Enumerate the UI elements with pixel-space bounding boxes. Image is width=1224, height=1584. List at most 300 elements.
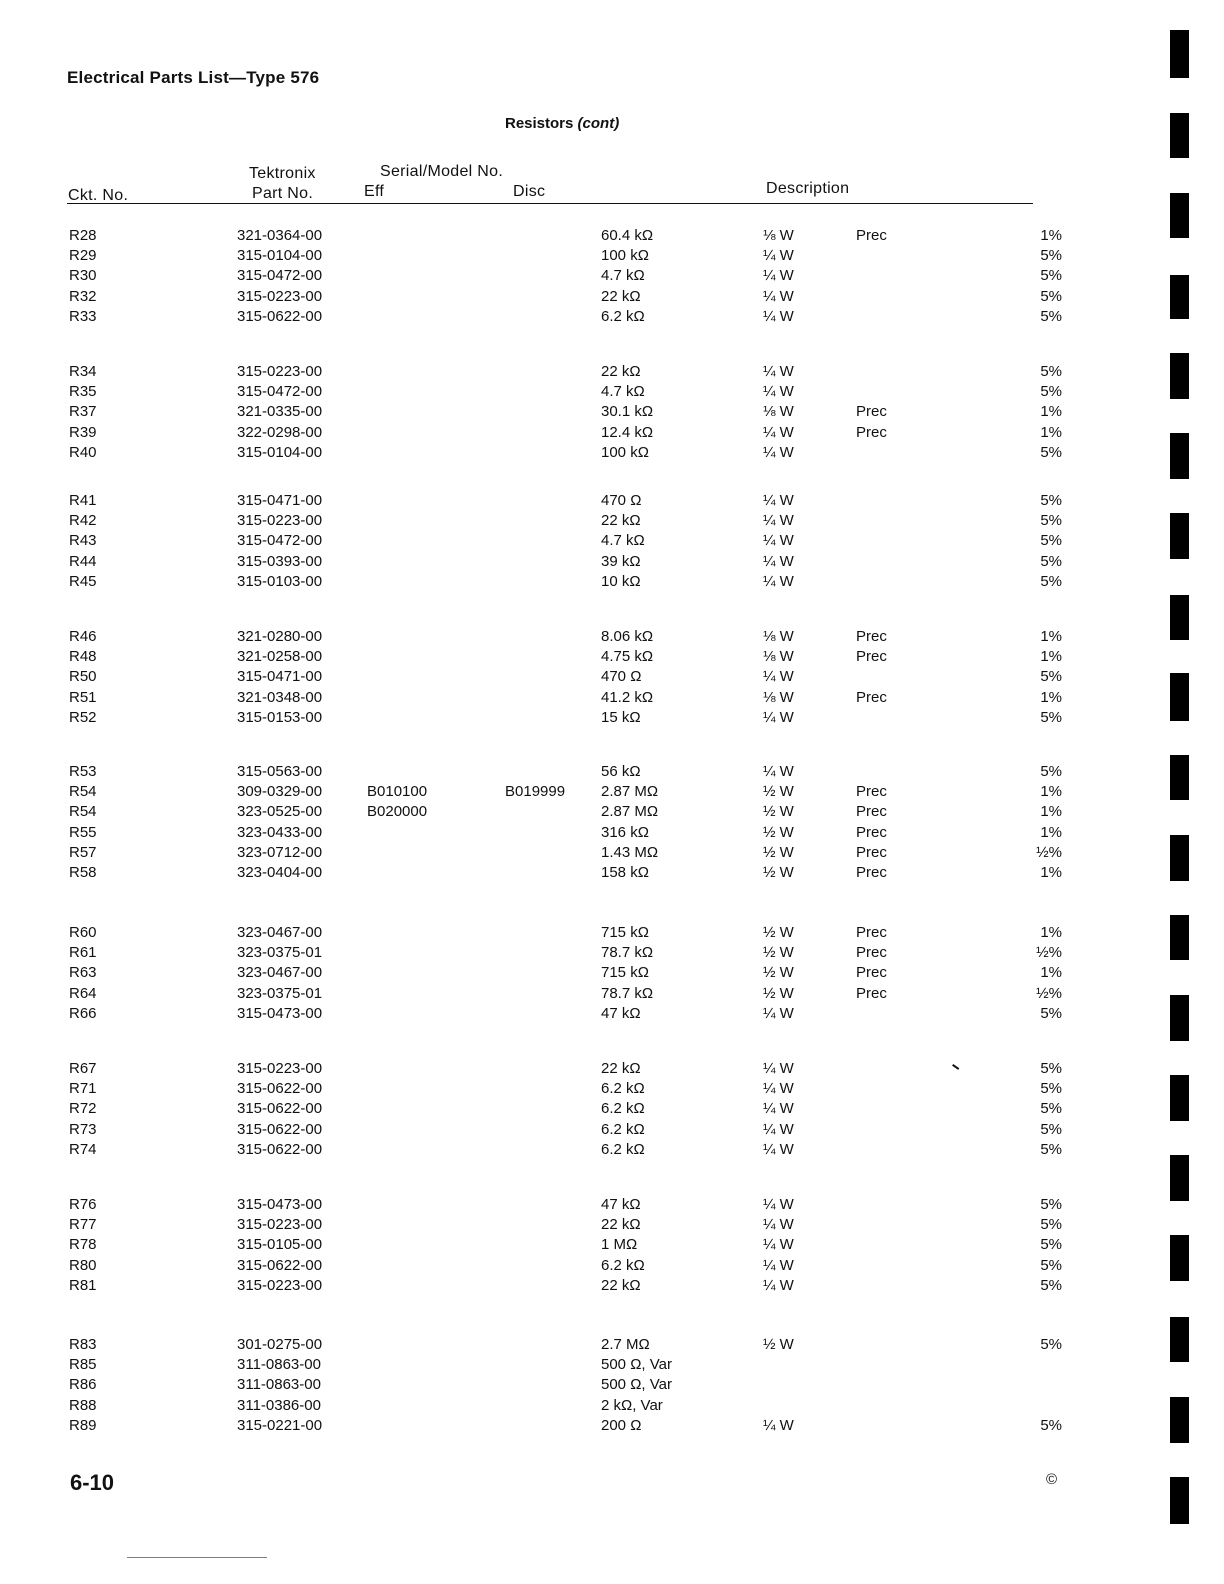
wattage: ½ W — [763, 864, 794, 881]
tolerance: 5% — [1040, 1100, 1062, 1118]
wattage: ¼ W — [763, 1080, 794, 1098]
tolerance: 1% — [1040, 864, 1062, 881]
resistor-type: Prec — [856, 227, 887, 244]
tek-part-number: 315-0223-00 — [237, 512, 323, 530]
tek-part-number: 315-0622-00 — [237, 1080, 323, 1098]
part-row — [0, 1005, 1224, 1025]
resistance-value: 78.7 kΩ — [601, 984, 654, 1002]
resistance-value: 2 kΩ, Var — [601, 1396, 663, 1414]
page-number: 6-10 — [70, 1470, 115, 1495]
part-row — [0, 648, 1224, 668]
part-row — [0, 1417, 1224, 1437]
margin-bar — [1170, 995, 1189, 1041]
ckt-number: R71 — [69, 1080, 97, 1098]
resistance-value: 22 kΩ — [601, 1216, 641, 1234]
wattage: ¼ W — [763, 443, 794, 461]
tolerance: 5% — [1040, 1336, 1062, 1353]
ckt-number: R54 — [69, 783, 97, 801]
tolerance: 1% — [1040, 403, 1062, 421]
ckt-number: R51 — [69, 688, 97, 706]
ckt-number: R30 — [69, 267, 97, 285]
resistance-value: 22 kΩ — [601, 363, 641, 380]
col-header-tek-line2: Part No. — [252, 185, 314, 202]
resistance-value: 4.7 kΩ — [601, 267, 645, 285]
tolerance: 5% — [1040, 708, 1062, 726]
margin-bar — [1170, 433, 1189, 479]
col-header-tek-line1: Tektronix — [249, 165, 316, 182]
stray-mark: ━ — [948, 1059, 963, 1075]
tek-part-number: 311-0863-00 — [237, 1376, 321, 1394]
ckt-number: R77 — [69, 1216, 97, 1234]
resistance-value: 500 Ω, Var — [601, 1356, 672, 1374]
resistance-value: 6.2 kΩ — [601, 1256, 645, 1274]
tek-part-number: 315-0153-00 — [237, 708, 323, 726]
wattage: ¼ W — [763, 363, 794, 380]
col-header-serial: Serial/Model No. — [380, 163, 504, 180]
wattage: ¼ W — [763, 1196, 794, 1213]
wattage: ¼ W — [763, 307, 794, 325]
resistance-value: 2.87 MΩ — [601, 803, 659, 821]
ckt-number: R28 — [69, 227, 97, 244]
resistor-type: Prec — [856, 864, 887, 881]
tolerance: ½% — [1036, 843, 1062, 861]
part-row — [0, 964, 1224, 984]
tek-part-number: 301-0275-00 — [237, 1336, 323, 1353]
tek-part-number: 315-0223-00 — [237, 287, 323, 305]
ckt-number: R53 — [69, 763, 97, 780]
ckt-number: R37 — [69, 403, 97, 421]
ckt-number: R44 — [69, 552, 97, 570]
margin-bar — [1170, 1155, 1189, 1201]
wattage: ¼ W — [763, 287, 794, 305]
part-row — [0, 512, 1224, 532]
wattage: ⅛ W — [763, 227, 794, 244]
tek-part-number: 309-0329-00 — [237, 783, 323, 801]
tek-part-number: 315-0472-00 — [237, 532, 323, 550]
tek-part-number: 323-0467-00 — [237, 964, 323, 982]
part-row — [0, 383, 1224, 403]
margin-bar — [1170, 1075, 1189, 1121]
wattage: ⅛ W — [763, 648, 794, 666]
wattage: ¼ W — [763, 512, 794, 530]
ckt-number: R86 — [69, 1376, 97, 1394]
wattage: ¼ W — [763, 1216, 794, 1234]
wattage: ¼ W — [763, 552, 794, 570]
part-row — [0, 1196, 1224, 1216]
col-header-description: Description — [766, 180, 850, 197]
tolerance: 5% — [1040, 1416, 1062, 1434]
part-row — [0, 532, 1224, 552]
tek-part-number: 315-0393-00 — [237, 552, 323, 570]
wattage: ½ W — [763, 803, 794, 821]
tolerance: 5% — [1040, 267, 1062, 285]
tolerance: 5% — [1040, 1256, 1062, 1274]
ckt-number: R55 — [69, 823, 97, 841]
part-row — [0, 763, 1224, 783]
wattage: ¼ W — [763, 1140, 794, 1158]
resistor-type: Prec — [856, 628, 887, 645]
wattage: ¼ W — [763, 423, 794, 441]
wattage: ½ W — [763, 823, 794, 841]
part-row — [0, 783, 1224, 803]
serial-disc: B019999 — [505, 783, 566, 801]
part-row — [0, 689, 1224, 709]
wattage: ⅛ W — [763, 628, 794, 645]
ckt-number: R61 — [69, 944, 97, 962]
ckt-number: R58 — [69, 864, 97, 881]
tolerance: 1% — [1040, 803, 1062, 821]
part-row — [0, 1141, 1224, 1161]
margin-bar — [1170, 30, 1189, 78]
part-row — [0, 1376, 1224, 1396]
resistance-value: 100 kΩ — [601, 443, 649, 461]
part-row — [0, 444, 1224, 464]
tolerance: 1% — [1040, 423, 1062, 441]
margin-bar — [1170, 1317, 1189, 1362]
part-row — [0, 227, 1224, 247]
ckt-number: R67 — [69, 1060, 97, 1077]
wattage: ¼ W — [763, 668, 794, 686]
part-row — [0, 288, 1224, 308]
footer-rule — [127, 1557, 267, 1558]
tek-part-number: 321-0335-00 — [237, 403, 323, 421]
resistance-value: 2.87 MΩ — [601, 783, 659, 801]
resistance-value: 6.2 kΩ — [601, 1100, 645, 1118]
tolerance: 5% — [1040, 763, 1062, 780]
section-name: Resistors — [505, 115, 574, 132]
margin-bar — [1170, 513, 1189, 559]
tek-part-number: 311-0863-00 — [237, 1356, 321, 1374]
tolerance: 5% — [1040, 1236, 1062, 1254]
resistance-value: 715 kΩ — [601, 924, 649, 941]
margin-bar — [1170, 193, 1189, 238]
resistance-value: 1 MΩ — [601, 1236, 638, 1254]
tolerance: 1% — [1040, 924, 1062, 941]
ckt-number: R64 — [69, 984, 97, 1002]
tolerance: 5% — [1040, 1080, 1062, 1098]
wattage: ½ W — [763, 984, 794, 1002]
margin-bar — [1170, 1397, 1189, 1443]
resistor-type: Prec — [856, 984, 887, 1002]
wattage: ⅛ W — [763, 403, 794, 421]
part-row — [0, 424, 1224, 444]
resistor-type: Prec — [856, 924, 887, 941]
part-row — [0, 985, 1224, 1005]
tek-part-number: 315-0622-00 — [237, 1256, 323, 1274]
tek-part-number: 315-0221-00 — [237, 1416, 323, 1434]
resistor-type: Prec — [856, 648, 887, 666]
ckt-number: R50 — [69, 668, 97, 686]
tolerance: 5% — [1040, 1216, 1062, 1234]
ckt-number: R66 — [69, 1004, 97, 1022]
col-header-ckt: Ckt. No. — [68, 187, 129, 204]
resistance-value: 1.43 MΩ — [601, 843, 659, 861]
margin-bar — [1170, 113, 1189, 158]
part-row — [0, 363, 1224, 383]
wattage: ½ W — [763, 843, 794, 861]
resistance-value: 22 kΩ — [601, 1276, 641, 1294]
resistance-value: 6.2 kΩ — [601, 1080, 645, 1098]
ckt-number: R54 — [69, 803, 97, 821]
wattage: ¼ W — [763, 1276, 794, 1294]
ckt-number: R76 — [69, 1196, 97, 1213]
ckt-number: R78 — [69, 1236, 97, 1254]
part-row — [0, 824, 1224, 844]
part-row — [0, 1121, 1224, 1141]
tek-part-number: 315-0622-00 — [237, 1100, 323, 1118]
margin-bar — [1170, 915, 1189, 960]
resistance-value: 2.7 MΩ — [601, 1336, 650, 1353]
wattage: ¼ W — [763, 572, 794, 590]
ckt-number: R45 — [69, 572, 97, 590]
tolerance: 5% — [1040, 512, 1062, 530]
tolerance: 1% — [1040, 628, 1062, 645]
resistance-value: 158 kΩ — [601, 864, 649, 881]
resistance-value: 56 kΩ — [601, 763, 641, 780]
resistance-value: 22 kΩ — [601, 1060, 641, 1077]
part-row — [0, 553, 1224, 573]
tek-part-number: 315-0473-00 — [237, 1004, 323, 1022]
wattage: ¼ W — [763, 267, 794, 285]
tek-part-number: 323-0433-00 — [237, 823, 323, 841]
tek-part-number: 321-0364-00 — [237, 227, 323, 244]
resistance-value: 47 kΩ — [601, 1196, 641, 1213]
wattage: ½ W — [763, 924, 794, 941]
tolerance: ½% — [1036, 984, 1062, 1002]
resistance-value: 6.2 kΩ — [601, 307, 645, 325]
resistance-value: 470 Ω — [601, 492, 642, 509]
part-row — [0, 1257, 1224, 1277]
ckt-number: R81 — [69, 1276, 97, 1294]
resistor-type: Prec — [856, 944, 887, 962]
resistance-value: 8.06 kΩ — [601, 628, 654, 645]
ckt-number: R33 — [69, 307, 97, 325]
wattage: ¼ W — [763, 1416, 794, 1434]
wattage: ¼ W — [763, 1004, 794, 1022]
wattage: ¼ W — [763, 1120, 794, 1138]
resistance-value: 47 kΩ — [601, 1004, 641, 1022]
ckt-number: R80 — [69, 1256, 97, 1274]
ckt-number: R42 — [69, 512, 97, 530]
part-row — [0, 1277, 1224, 1297]
resistance-value: 6.2 kΩ — [601, 1120, 645, 1138]
wattage: ¼ W — [763, 1100, 794, 1118]
ckt-number: R85 — [69, 1356, 97, 1374]
resistor-type: Prec — [856, 403, 887, 421]
margin-bar — [1170, 275, 1189, 319]
tek-part-number: 315-0563-00 — [237, 763, 323, 780]
col-header-eff: Eff — [364, 183, 385, 200]
wattage: ¼ W — [763, 1060, 794, 1077]
resistance-value: 4.7 kΩ — [601, 383, 645, 401]
part-row — [0, 1100, 1224, 1120]
resistance-value: 22 kΩ — [601, 512, 641, 530]
tek-part-number: 315-0223-00 — [237, 1060, 323, 1077]
margin-bar — [1170, 353, 1189, 399]
resistance-value: 22 kΩ — [601, 287, 641, 305]
page-header-title: Electrical Parts List—Type 576 — [67, 68, 320, 87]
tolerance: 5% — [1040, 1276, 1062, 1294]
wattage: ¼ W — [763, 1256, 794, 1274]
margin-bar — [1170, 595, 1189, 640]
tek-part-number: 315-0471-00 — [237, 668, 323, 686]
tek-part-number: 323-0404-00 — [237, 864, 323, 881]
ckt-number: R40 — [69, 443, 97, 461]
tolerance: 5% — [1040, 307, 1062, 325]
tolerance: 1% — [1040, 823, 1062, 841]
ckt-number: R41 — [69, 492, 97, 509]
resistance-value: 6.2 kΩ — [601, 1140, 645, 1158]
part-row — [0, 308, 1224, 328]
ckt-number: R88 — [69, 1396, 97, 1414]
serial-eff: B010100 — [367, 783, 428, 801]
part-row — [0, 1236, 1224, 1256]
ckt-number: R74 — [69, 1140, 97, 1158]
tek-part-number: 315-0104-00 — [237, 247, 323, 265]
resistance-value: 12.4 kΩ — [601, 423, 654, 441]
tolerance: ½% — [1036, 944, 1062, 962]
margin-bar — [1170, 1235, 1189, 1281]
ckt-number: R46 — [69, 628, 97, 645]
tek-part-number: 315-0471-00 — [237, 492, 323, 509]
tek-part-number: 311-0386-00 — [237, 1396, 321, 1414]
tek-part-number: 315-0622-00 — [237, 1120, 323, 1138]
wattage: ¼ W — [763, 492, 794, 509]
tolerance: 5% — [1040, 1120, 1062, 1138]
tek-part-number: 315-0105-00 — [237, 1236, 323, 1254]
resistance-value: 39 kΩ — [601, 552, 641, 570]
resistor-type: Prec — [856, 823, 887, 841]
part-row — [0, 944, 1224, 964]
tolerance: 5% — [1040, 1196, 1062, 1213]
tek-part-number: 322-0298-00 — [237, 423, 323, 441]
tolerance: 5% — [1040, 572, 1062, 590]
part-row — [0, 1216, 1224, 1236]
ckt-number: R48 — [69, 648, 97, 666]
tek-part-number: 315-0622-00 — [237, 307, 323, 325]
tek-part-number: 323-0712-00 — [237, 843, 323, 861]
ckt-number: R34 — [69, 363, 97, 380]
wattage: ¼ W — [763, 532, 794, 550]
ckt-number: R89 — [69, 1416, 97, 1434]
tolerance: 1% — [1040, 964, 1062, 982]
part-row — [0, 492, 1224, 512]
wattage: ¼ W — [763, 247, 794, 265]
part-row — [0, 247, 1224, 267]
part-row — [0, 924, 1224, 944]
resistor-type: Prec — [856, 423, 887, 441]
part-row — [0, 1397, 1224, 1417]
ckt-number: R57 — [69, 843, 97, 861]
tolerance: 5% — [1040, 443, 1062, 461]
tek-part-number: 321-0280-00 — [237, 628, 323, 645]
wattage: ¼ W — [763, 1236, 794, 1254]
tek-part-number: 315-0472-00 — [237, 383, 323, 401]
resistance-value: 60.4 kΩ — [601, 227, 654, 244]
ckt-number: R72 — [69, 1100, 97, 1118]
tolerance: 5% — [1040, 1060, 1062, 1077]
resistor-type: Prec — [856, 783, 887, 801]
ckt-number: R63 — [69, 964, 97, 982]
resistor-type: Prec — [856, 843, 887, 861]
tolerance: 5% — [1040, 532, 1062, 550]
tolerance: 1% — [1040, 783, 1062, 801]
tek-part-number: 321-0348-00 — [237, 688, 323, 706]
resistance-value: 10 kΩ — [601, 572, 641, 590]
wattage: ½ W — [763, 1336, 794, 1353]
resistance-value: 4.75 kΩ — [601, 648, 654, 666]
tolerance: 5% — [1040, 668, 1062, 686]
tolerance: 5% — [1040, 492, 1062, 509]
part-row — [0, 267, 1224, 287]
ckt-number: R29 — [69, 247, 97, 265]
section-suffix: (cont) — [577, 115, 620, 132]
resistance-value: 4.7 kΩ — [601, 532, 645, 550]
resistance-value: 41.2 kΩ — [601, 688, 654, 706]
tek-part-number: 323-0525-00 — [237, 803, 323, 821]
margin-bar — [1170, 755, 1189, 800]
ckt-number: R60 — [69, 924, 97, 941]
tolerance: 5% — [1040, 247, 1062, 265]
tek-part-number: 315-0103-00 — [237, 572, 323, 590]
margin-bar — [1170, 1477, 1189, 1524]
wattage: ½ W — [763, 944, 794, 962]
resistance-value: 316 kΩ — [601, 823, 649, 841]
resistor-type: Prec — [856, 964, 887, 982]
margin-bar — [1170, 835, 1189, 881]
resistance-value: 100 kΩ — [601, 247, 649, 265]
ckt-number: R83 — [69, 1336, 97, 1353]
resistor-type: Prec — [856, 803, 887, 821]
tek-part-number: 315-0473-00 — [237, 1196, 323, 1213]
tek-part-number: 315-0622-00 — [237, 1140, 323, 1158]
resistance-value: 470 Ω — [601, 668, 642, 686]
part-row — [0, 1060, 1224, 1080]
ckt-number: R52 — [69, 708, 97, 726]
resistor-type: Prec — [856, 688, 887, 706]
resistance-value: 500 Ω, Var — [601, 1376, 672, 1394]
resistance-value: 30.1 kΩ — [601, 403, 654, 421]
wattage: ½ W — [763, 783, 794, 801]
ckt-number: R35 — [69, 383, 97, 401]
wattage: ¼ W — [763, 708, 794, 726]
tek-part-number: 323-0375-01 — [237, 944, 323, 962]
ckt-number: R73 — [69, 1120, 97, 1138]
tolerance: 1% — [1040, 688, 1062, 706]
ckt-number: R32 — [69, 287, 97, 305]
tek-part-number: 315-0223-00 — [237, 1276, 323, 1294]
tolerance: 5% — [1040, 363, 1062, 380]
part-row — [0, 864, 1224, 884]
tek-part-number: 315-0223-00 — [237, 363, 323, 380]
part-row — [0, 1356, 1224, 1376]
tolerance: 1% — [1040, 648, 1062, 666]
part-row — [0, 844, 1224, 864]
resistance-value: 200 Ω — [601, 1416, 642, 1434]
margin-bar — [1170, 673, 1189, 721]
tolerance: 5% — [1040, 552, 1062, 570]
tek-part-number: 323-0375-01 — [237, 984, 323, 1002]
part-row — [0, 628, 1224, 648]
tek-part-number: 321-0258-00 — [237, 648, 323, 666]
tolerance: 5% — [1040, 383, 1062, 401]
part-row — [0, 1080, 1224, 1100]
tek-part-number: 315-0104-00 — [237, 443, 323, 461]
serial-eff: B020000 — [367, 803, 428, 821]
wattage: ¼ W — [763, 383, 794, 401]
part-row — [0, 403, 1224, 423]
tek-part-number: 315-0472-00 — [237, 267, 323, 285]
